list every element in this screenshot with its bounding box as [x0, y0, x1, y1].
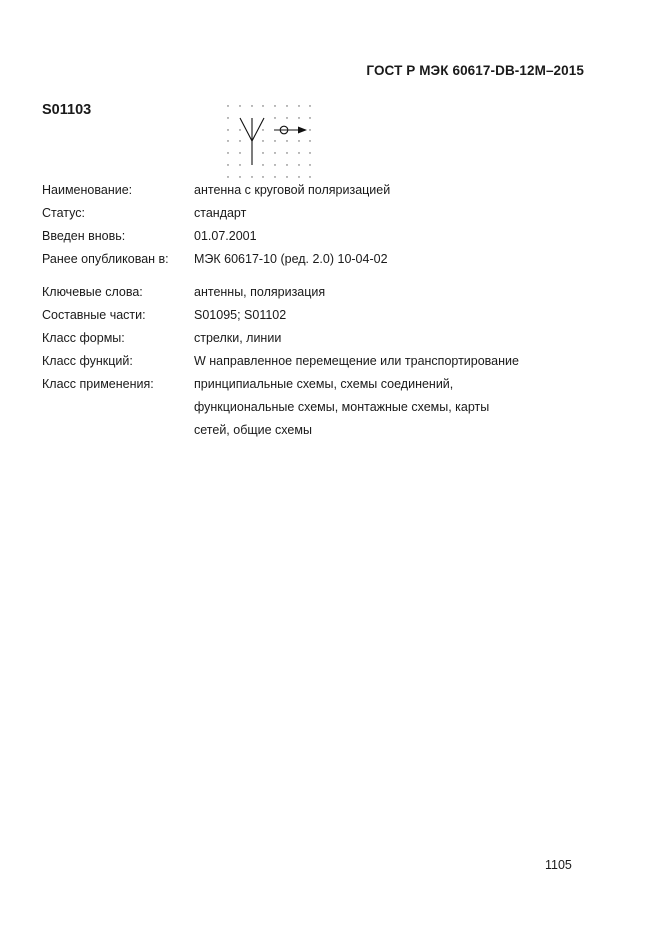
property-value: стрелки, линии — [194, 331, 282, 345]
property-value: стандарт — [194, 206, 247, 220]
property-value: МЭК 60617-10 (ред. 2.0) 10-04-02 — [194, 252, 388, 266]
property-value: 01.07.2001 — [194, 229, 257, 243]
property-label: Введен вновь: — [42, 229, 126, 243]
property-value: W направленное перемещение или транспортирование — [194, 354, 519, 368]
symbol-code: S01103 — [42, 102, 92, 118]
property-value: антенны, поляризация — [194, 285, 326, 299]
property-label: Ключевые слова: — [42, 285, 143, 299]
property-row-application-class — [42, 373, 574, 442]
antenna-circular-polarization-icon — [222, 100, 317, 180]
property-row-shape-class — [42, 327, 574, 350]
property-value — [194, 373, 574, 442]
property-row-introduced — [42, 225, 574, 248]
property-row-status — [42, 202, 574, 225]
property-value-line: функциональные схемы, монтажные схемы, карты — [194, 400, 490, 414]
document-header: ГОСТ Р МЭК 60617-DB-12M–2015 — [366, 63, 584, 78]
property-value: антенна с круговой поляризацией — [194, 183, 391, 197]
property-label: Класс функций: — [42, 354, 133, 368]
symbol-properties — [42, 179, 574, 442]
property-label: Наименование: — [42, 183, 133, 197]
page-number: 1105 — [545, 858, 572, 872]
property-row-previously-published — [42, 248, 574, 271]
property-label: Класс применения: — [42, 377, 154, 391]
property-row-function-class — [42, 350, 574, 373]
property-label: Класс формы: — [42, 331, 125, 345]
property-value-line: принципиальные схемы, схемы соединений, — [194, 377, 454, 391]
property-row-keywords — [42, 281, 574, 304]
property-label: Статус: — [42, 206, 85, 220]
property-row-components — [42, 304, 574, 327]
spacer — [42, 271, 574, 281]
property-label: Ранее опубликован в: — [42, 252, 169, 266]
property-label: Составные части: — [42, 308, 146, 322]
property-value-line: сетей, общие схемы — [194, 423, 312, 437]
property-value: S01095; S01102 — [194, 308, 287, 322]
property-row-name — [42, 179, 574, 202]
